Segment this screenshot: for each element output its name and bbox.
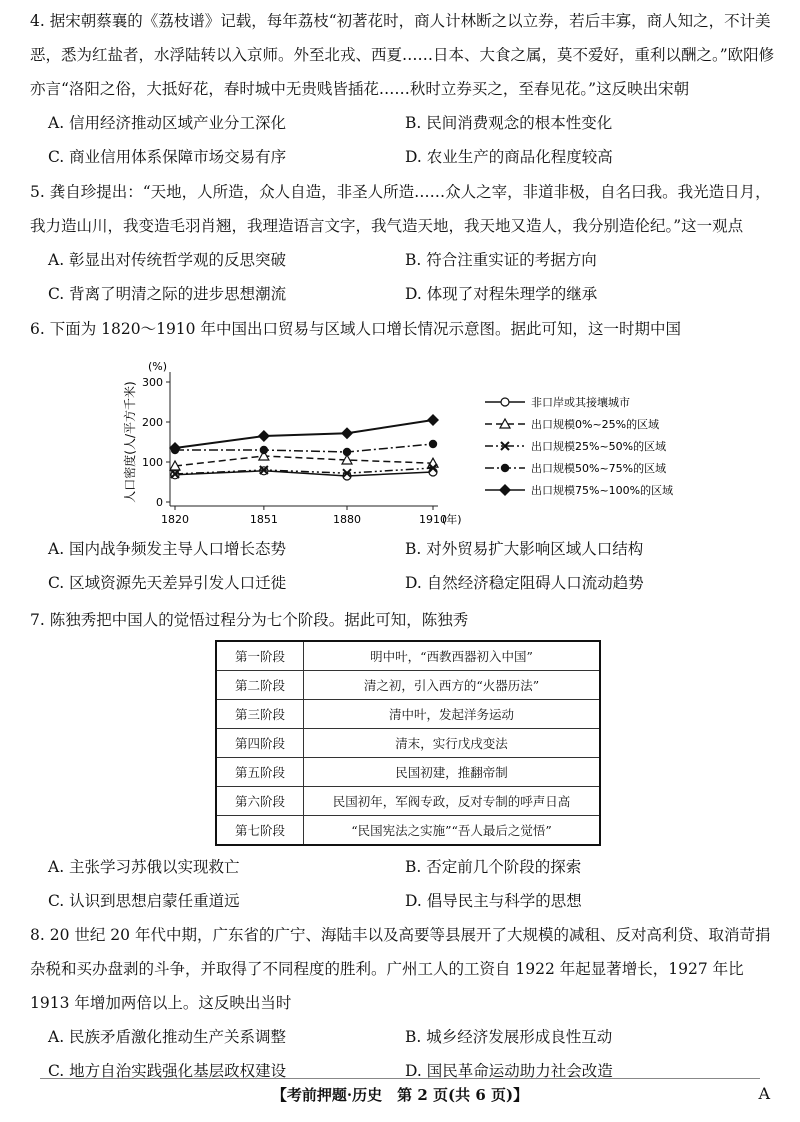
option-c[interactable]: C. 区域资源先天差异引发人口迁徙	[48, 574, 287, 592]
question-8-stem: 8. 20 世纪 20 年代中期，广东省的广宁、海陆丰以及高要等县展开了大规模的减租、反对高利贷、取消苛捐杂税和买办盘剥的斗争，并取得了不同程度的胜利。广州工人的工资自 1922 年起显著增长，1927 年比 1913 年增加两倍以上。这反映出当时	[30, 926, 771, 1012]
y-unit-label: (%)	[148, 360, 168, 373]
option-a[interactable]: A. 国内战争频发主导人口增长态势	[48, 540, 287, 558]
y-tick-label: 0	[156, 496, 163, 509]
stage-name: 第三阶段	[216, 700, 304, 729]
table-row	[216, 641, 600, 671]
stage-desc: 明中叶，“西教西器初入中国”	[304, 641, 601, 671]
series-line	[175, 420, 433, 448]
question-4-stem: 4. 据宋朝蔡襄的《荔枝谱》记载，每年荔枝“初著花时，商人计林断之以立券，若后丰寡，商人知之，不计美恶，悉为红盐者，水浮陆转以入京师。外至北戎、西夏……日本、大食之属，莫不爱好，重利以酬之。”欧阳修亦言“洛阳之俗，大抵好花，春时城中无贵贱皆插花……秋时立券买之，至春见花。”这反映出宋朝	[30, 12, 775, 98]
question-7-options	[30, 850, 780, 918]
option-a[interactable]: A. 彰显出对传统哲学观的反思突破	[48, 251, 287, 269]
stage-desc: 清末，实行戊戌变法	[304, 729, 601, 758]
y-tick-label: 100	[142, 456, 163, 469]
x-tick-label: 1820	[161, 513, 189, 526]
marker-filled-diamond	[427, 414, 439, 426]
series-2	[170, 451, 438, 470]
table-row	[216, 671, 600, 700]
series-line	[175, 444, 433, 452]
x-axis-label: (年)	[442, 513, 462, 526]
marker-filled-diamond	[169, 442, 181, 454]
question-5	[30, 175, 780, 311]
option-b[interactable]: B. 符合注重实证的考据方向	[405, 251, 597, 269]
marker-filled-circle	[343, 448, 351, 456]
option-b[interactable]: B. 对外贸易扩大影响区域人口结构	[405, 540, 644, 558]
option-d[interactable]: D. 自然经济稳定阻碍人口流动趋势	[405, 574, 644, 592]
paper-version-letter: A	[758, 1084, 770, 1103]
series-line	[175, 456, 433, 466]
option-c[interactable]: C. 地方自治实践强化基层政权建设	[48, 1062, 287, 1080]
marker-filled-diamond	[341, 427, 353, 439]
legend-item	[485, 483, 673, 497]
legend-label: 出口规模75%~100%的区域	[531, 484, 674, 497]
question-8	[30, 918, 780, 1088]
stage-name: 第一阶段	[216, 641, 304, 671]
stage-desc: 清之初，引入西方的“火器历法”	[304, 671, 601, 700]
option-d[interactable]: D. 倡导民主与科学的思想	[405, 892, 582, 910]
stage-desc: “民国宪法之实施”“吾人最后之觉悟”	[304, 816, 601, 846]
population-chart	[120, 358, 695, 533]
question-6-stem: 6. 下面为 1820～1910 年中国出口贸易与区域人口增长情况示意图。据此可知，这一时期中国	[30, 320, 681, 338]
table-row	[216, 758, 600, 787]
option-d[interactable]: D. 农业生产的商品化程度较高	[405, 148, 613, 166]
chart-axes	[170, 372, 438, 506]
question-5-options	[30, 243, 780, 311]
table-row	[216, 729, 600, 758]
page-footer	[0, 1084, 800, 1114]
question-5-stem: 5. 龚自珍提出：“天地，人所造，众人自造，非圣人所造……众人之宰，非道非极，自名曰我。我光造日月，我力造山川，我变造毛羽肖翘，我理造语言文字，我气造天地，我天地又造人，我分别造伦纪。”这一观点	[30, 183, 771, 235]
option-b[interactable]: B. 否定前几个阶段的探索	[405, 858, 582, 876]
marker-filled-circle	[260, 446, 268, 454]
marker-filled-circle	[501, 464, 509, 472]
chart-series	[169, 414, 439, 480]
marker-filled-diamond	[258, 430, 270, 442]
stage-name: 第五阶段	[216, 758, 304, 787]
question-4-options	[30, 106, 780, 174]
legend-label: 出口规模25%~50%的区域	[531, 440, 667, 453]
table-row	[216, 700, 600, 729]
option-d[interactable]: D. 国民革命运动助力社会改造	[405, 1062, 613, 1080]
legend-item	[485, 417, 659, 431]
chart-svg	[120, 358, 695, 533]
marker-filled-diamond	[499, 484, 511, 496]
legend-item	[485, 461, 666, 475]
x-tick-label: 1910	[419, 513, 447, 526]
stage-name: 第四阶段	[216, 729, 304, 758]
table-row	[216, 787, 600, 816]
legend-item	[485, 439, 666, 453]
stage-desc: 清中叶，发起洋务运动	[304, 700, 601, 729]
x-tick-label: 1880	[333, 513, 361, 526]
series-5	[169, 414, 439, 454]
option-d[interactable]: D. 体现了对程朱理学的继承	[405, 285, 598, 303]
stages-table-wrap	[215, 640, 601, 846]
stage-desc: 民国初建，推翻帝制	[304, 758, 601, 787]
legend-label: 非口岸或其接壤城市	[531, 396, 630, 409]
stage-name: 第七阶段	[216, 816, 304, 846]
option-b[interactable]: B. 民间消费观念的根本性变化	[405, 114, 613, 132]
legend-item	[485, 395, 630, 409]
question-4	[30, 4, 780, 174]
y-tick-label: 300	[142, 376, 163, 389]
marker-open-circle	[501, 398, 509, 406]
option-a[interactable]: A. 主张学习苏俄以实现救亡	[48, 858, 240, 876]
stage-name: 第二阶段	[216, 671, 304, 700]
question-7-stem: 7. 陈独秀把中国人的觉悟过程分为七个阶段。据此可知，陈独秀	[30, 611, 469, 629]
option-c[interactable]: C. 商业信用体系保障市场交易有序	[48, 148, 287, 166]
option-c[interactable]: C. 背离了明清之际的进步思想潮流	[48, 285, 287, 303]
stage-desc: 民国初年，军阀专政，反对专制的呼声日高	[304, 787, 601, 816]
chart-legend	[485, 395, 673, 497]
y-axis-label: 人口密度(人/平方千米)	[123, 381, 137, 503]
question-6	[30, 312, 780, 346]
footer-page-info: 【考前押题·历史 第 2 页(共 6 页)】	[271, 1086, 529, 1104]
stages-table	[215, 640, 601, 846]
y-tick-label: 200	[142, 416, 163, 429]
series-1	[171, 467, 437, 480]
question-6-options	[30, 532, 780, 600]
marker-filled-circle	[429, 440, 437, 448]
option-a[interactable]: A. 民族矛盾激化推动生产关系调整	[48, 1028, 287, 1046]
legend-label: 出口规模50%~75%的区域	[531, 462, 667, 475]
series-3	[171, 464, 437, 478]
x-tick-label: 1851	[249, 513, 278, 526]
option-c[interactable]: C. 认识到思想启蒙任重道远	[48, 892, 240, 910]
option-a[interactable]: A. 信用经济推动区域产业分工深化	[48, 114, 287, 132]
option-b[interactable]: B. 城乡经济发展形成良性互动	[405, 1028, 613, 1046]
stage-name: 第六阶段	[216, 787, 304, 816]
footer-divider	[40, 1078, 760, 1079]
legend-label: 出口规模0%~25%的区域	[531, 418, 660, 431]
table-row	[216, 816, 600, 846]
question-7	[30, 603, 780, 637]
